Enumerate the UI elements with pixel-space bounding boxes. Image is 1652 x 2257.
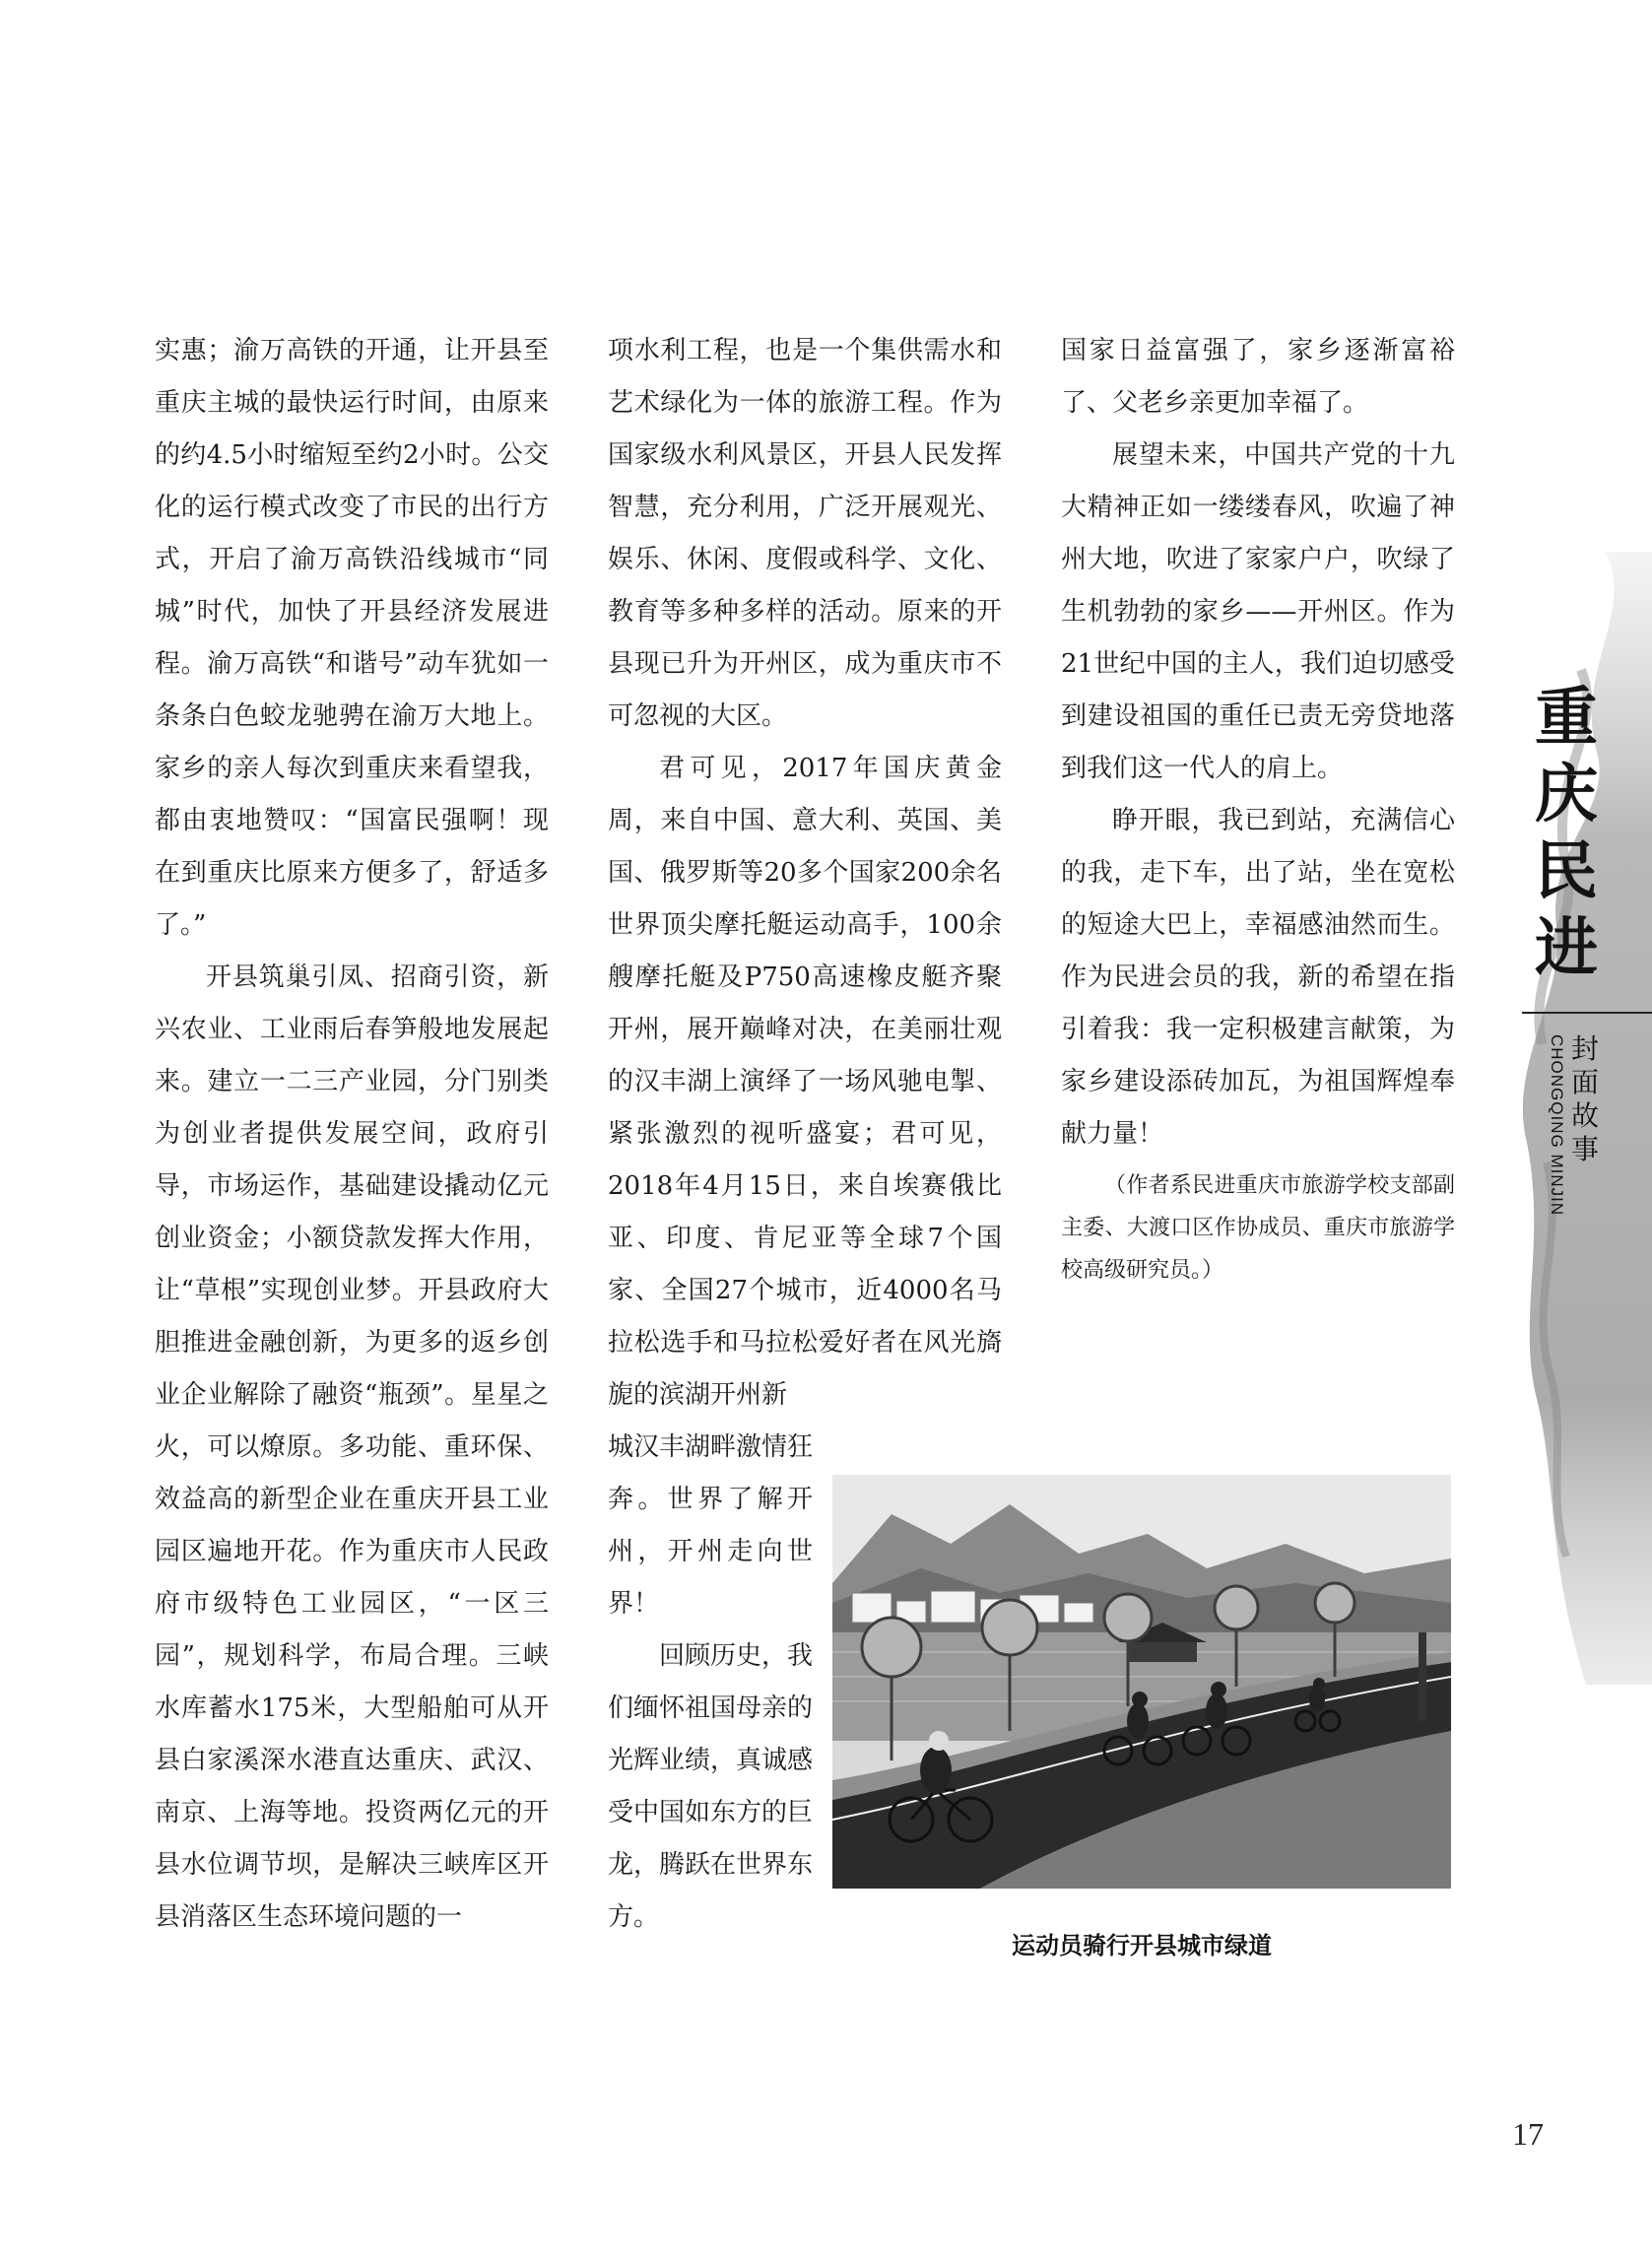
paragraph: 实惠；渝万高铁的开通，让开县至重庆主城的最快运行时间，由原来的约4.5小时缩短至约2小时。公交化的运行模式改变了市民的出行方式，开启了渝万高铁沿线城市“同城”时代，加快了开县经济发展进程。渝万高铁“和谐号”动车犹如一条条白色蛟龙驰骋在渝万大地上。家乡的亲人每次到重庆来看望我，都由衷地赞叹：“国富民强啊！现在到重庆比原来方便多了，舒适多了。” — [155, 336, 549, 940]
narrow-text-block — [608, 1422, 813, 1944]
page-number: 17 — [1512, 2116, 1544, 2152]
brand-divider — [1522, 1012, 1652, 1014]
section-char: 面 — [1570, 1066, 1599, 1098]
paragraph: 国家日益富强了，家乡逐渐富裕了、父老乡亲更加幸福了。 — [1061, 336, 1455, 418]
article-column-3 — [1061, 325, 1455, 1292]
paragraph: 睁开眼，我已到站，充满信心的我，走下车，出了站，坐在宽松的短途大巴上，幸福感油然而生。作为民进会员的我，新的希望在指引着我：我一定积极建言献策，为家乡建设添砖加瓦，为祖国辉煌奉献力量！ — [1061, 806, 1455, 1149]
magazine-brand-title — [1522, 680, 1611, 987]
brand-char: 庆 — [1535, 758, 1598, 831]
paragraph: 项水利工程，也是一个集供需水和艺术绿化为一体的旅游工程。作为国家级水利风景区，开县人民发挥智慧，充分利用，广泛开展观光、娱乐、休闲、度假或科学、文化、教育等多种多样的活动。原来的开县现已升为开州区，成为重庆市不可忽视的大区。 — [608, 336, 1002, 731]
article-photo — [832, 1475, 1451, 1889]
paragraph: 开县筑巢引凤、招商引资，新兴农业、工业雨后春笋般地发展起来。建立一二三产业园，分门别类为创业者提供发展空间，政府引导，市场运作，基础建设撬动亿元创业资金；小额贷款发挥大作用，让“草根”实现创业梦。开县政府大胆推进金融创新，为更多的返乡创业企业解除了融资“瓶颈”。星星之火，可以燎原。多功能、重环保、效益高的新型企业在重庆开县工业园区遍地开花。作为重庆市人民政府市级特色工业园区，“一区三园”，规划科学，布局合理。三峡水库蓄水175米，大型船舶可从开县白家溪深水港直达重庆、武汉、南京、上海等地。投资两亿元的开县水位调节坝，是解决三峡库区开县消落区生态环境问题的一 — [155, 963, 549, 1932]
article-column-1 — [155, 325, 549, 1944]
brand-char: 民 — [1535, 834, 1598, 908]
section-char: 故 — [1570, 1099, 1599, 1132]
author-note: （作者系民进重庆市旅游学校支部副主委、大渡口区作协成员、重庆市旅游学校高级研究员。） — [1061, 1173, 1455, 1283]
section-char: 事 — [1570, 1133, 1599, 1165]
section-char: 封 — [1570, 1032, 1599, 1065]
section-label-english: CHONGQING MINJIN — [1548, 1034, 1566, 1217]
brand-char: 进 — [1535, 911, 1598, 985]
paragraph: 君可见，2017年国庆黄金周，来自中国、意大利、英国、美国、俄罗斯等20多个国家200余名世界顶尖摩托艇运动高手，100余艘摩托艇及P750高速橡皮艇齐聚开州，展开巅峰对决，在美丽壮观的汉丰湖上演绎了一场风驰电掣、紧张激烈的视听盛宴；君可见，2018年4月15日，来自埃赛俄比亚、印度、肯尼亚等全球7个国家、全国27个城市，近4000名马拉松选手和马拉松爱好者在风光旖旎的滨湖开州新 — [608, 754, 1002, 1410]
section-label — [1568, 1032, 1602, 1166]
paragraph: 展望未来，中国共产党的十九大精神正如一缕缕春风，吹遍了神州大地，吹进了家家户户，吹绿了生机勃勃的家乡——开州区。作为21世纪中国的主人，我们迫切感受到建设祖国的重任已责无旁贷地落到我们这一代人的肩上。 — [1061, 440, 1455, 783]
paragraph: 城汉丰湖畔激情狂奔。世界了解开州，开州走向世界！ — [608, 1432, 814, 1619]
brand-char: 重 — [1535, 681, 1598, 755]
paragraph: 回顾历史，我们缅怀祖国母亲的光辉业绩，真诚感受中国如东方的巨龙，腾跃在世界东方。 — [608, 1641, 814, 1932]
photo-caption: 运动员骑行开县城市绿道 — [1012, 1933, 1272, 1959]
